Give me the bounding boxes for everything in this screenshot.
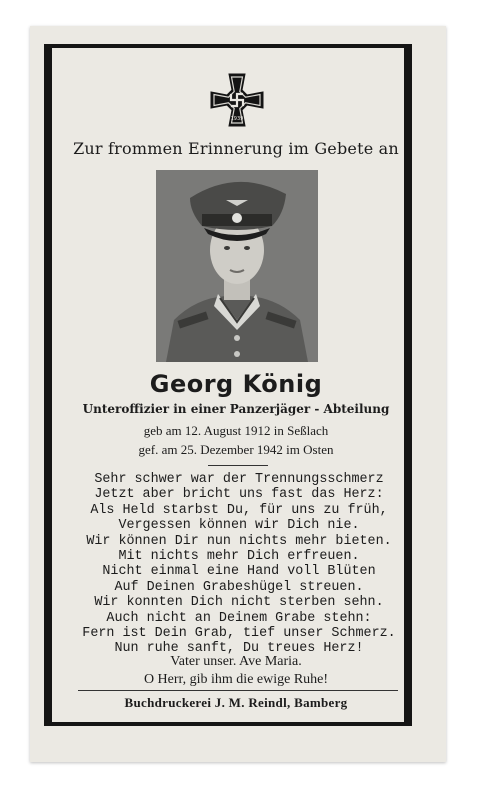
poem-line: Wir konnten Dich nicht sterben sehn. [94,595,384,611]
poem-line: Als Held starbst Du, für uns zu früh, [90,502,388,518]
prayer-line-1: Vater unser. Ave Maria. [170,654,302,669]
printer-credit: Buchdruckerei J. M. Reindl, Bamberg [124,695,348,710]
emblem-inscription: 1939 [230,116,244,122]
portrait-photo [156,170,318,362]
poem-line: Auf Deinen Grabeshügel streuen. [114,579,364,595]
poem-line: Jetzt aber bricht uns fast das Herz: [94,487,384,503]
birth-line: geb am 12. August 1912 in Seßlach [143,423,329,438]
deceased-name: Georg König [149,370,323,398]
iron-cross-icon [207,70,267,130]
divider [208,465,268,466]
death-line: gef. am 25. Dezember 1942 im Osten [138,442,334,457]
poem-line: Sehr schwer war der Trennungsschmerz [94,472,384,487]
prayer-line-2: O Herr, gib ihm die ewige Ruhe! [143,672,329,687]
poem-line: Vergessen können wir Dich nie. [118,518,360,534]
poem-line: Mit nichts mehr Dich erfreuen. [118,549,360,565]
poem [74,472,404,657]
poem-line: Auch nicht an Deinem Grabe stehn: [106,610,372,626]
poem-line: Nicht einmal eine Hand voll Blüten [102,564,376,580]
poem-line: Fern ist Dein Grab, tief unser Schmerz. [82,626,396,642]
poem-line: Nun ruhe sanft, Du treues Herz! [114,641,364,657]
heading: Zur frommen Erinnerung im Gebete an [73,139,399,158]
rank-line: Unteroffizier in einer Panzerjäger - Abteilung [82,402,390,416]
printer-divider [78,690,398,691]
poem-line: Wir können Dir nun nichts mehr bieten. [86,533,392,549]
